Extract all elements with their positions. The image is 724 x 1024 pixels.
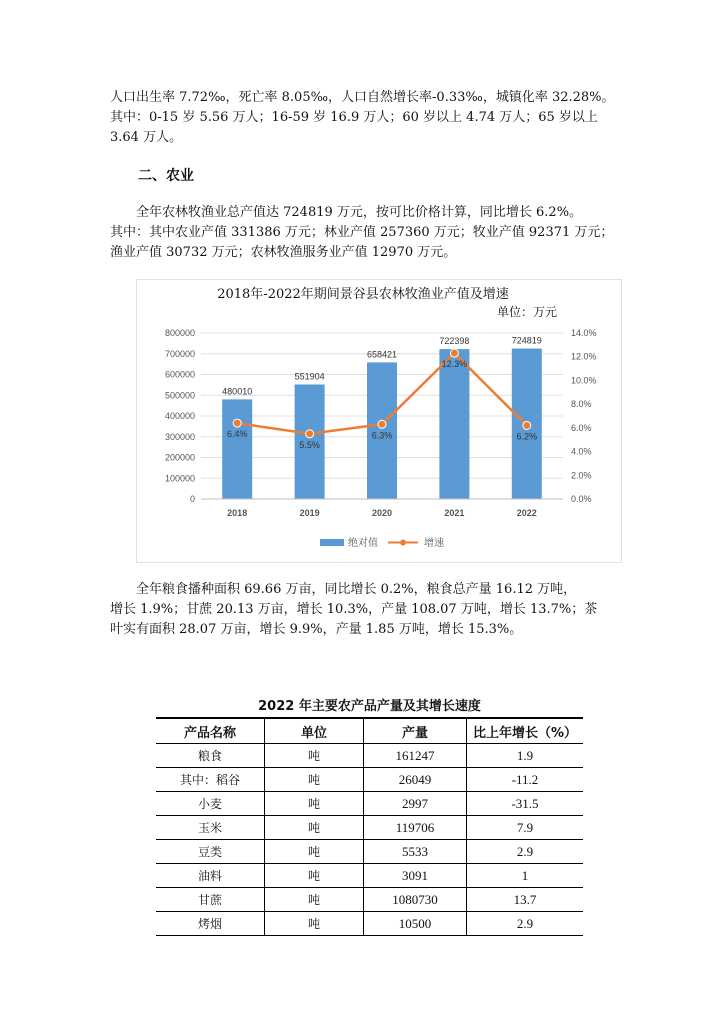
crops-paragraph <box>110 580 615 640</box>
growth-point <box>233 419 241 427</box>
x-tick-label: 2021 <box>444 508 465 518</box>
cell-product: 豆类 <box>156 840 265 864</box>
table-row <box>156 912 583 936</box>
header-growth: 比上年增长（%） <box>467 719 584 744</box>
bar-value-label: 724819 <box>511 335 542 346</box>
population-paragraph <box>110 88 615 148</box>
cell-unit: 吨 <box>265 864 364 888</box>
cell-unit: 吨 <box>265 816 364 840</box>
legend-bar-swatch <box>320 539 344 546</box>
cell-output: 2997 <box>364 792 467 816</box>
y-left-tick-label: 300000 <box>164 431 195 442</box>
cell-output: 26049 <box>364 768 467 792</box>
chart-svg <box>137 280 621 562</box>
x-tick-label: 2019 <box>299 508 320 518</box>
cell-output: 1080730 <box>364 888 467 912</box>
paragraph-line: 其中：0-15 岁 5.56 万人；16-59 岁 16.9 万人；60 岁以上 4.74 万人；65 岁以上 <box>110 110 598 125</box>
bar <box>222 399 252 499</box>
cell-unit: 吨 <box>265 744 364 768</box>
paragraph-line: 全年农林牧渔业总产值达 724819 万元，按可比价格计算，同比增长 6.2%。 <box>110 205 583 220</box>
cell-unit: 吨 <box>265 840 364 864</box>
growth-value-label: 6.4% <box>226 429 248 440</box>
table-row <box>156 816 583 840</box>
header-unit: 单位 <box>265 719 364 744</box>
cell-output: 3091 <box>364 864 467 888</box>
growth-value-label: 6.2% <box>516 431 538 442</box>
growth-value-label: 6.3% <box>371 430 393 441</box>
agriculture-paragraph <box>110 203 615 263</box>
cell-product: 玉米 <box>156 816 265 840</box>
cell-output: 161247 <box>364 744 467 768</box>
paragraph-line: 人口出生率 7.72‰，死亡率 8.05‰，人口自然增长率-0.33‰，城镇化率 32.28%。 <box>110 90 615 105</box>
y-left-tick-label: 200000 <box>164 452 195 463</box>
growth-point <box>523 421 531 429</box>
header-output: 产量 <box>364 719 467 744</box>
cell-product: 甘蔗 <box>156 888 265 912</box>
chart-unit-label: 单位：万元 <box>497 305 558 319</box>
cell-product: 小麦 <box>156 792 265 816</box>
output-chart <box>136 279 622 563</box>
chart-legend <box>320 536 444 549</box>
table-header-row <box>156 719 583 744</box>
cell-unit: 吨 <box>265 768 364 792</box>
cell-product: 烤烟 <box>156 912 265 936</box>
y-right-tick-label: 2.0% <box>571 470 592 481</box>
paragraph-line: 其中：其中农业产值 331386 万元；林业产值 257360 万元；牧业产值 92371 万元； <box>110 225 614 240</box>
crop-output-table <box>156 696 583 936</box>
cell-growth: 1 <box>467 864 584 888</box>
growth-value-label: 5.5% <box>299 439 320 450</box>
cell-output: 119706 <box>364 816 467 840</box>
legend-bar-label: 绝对值 <box>348 538 378 549</box>
y-right-tick-label: 8.0% <box>571 399 592 410</box>
cell-growth: 2.9 <box>467 912 584 936</box>
paragraph-line: 3.64 万人。 <box>110 130 183 145</box>
y-right-tick-label: 0.0% <box>571 494 592 504</box>
cell-growth: -31.5 <box>467 792 584 816</box>
section-heading: 二、农业 <box>138 168 194 184</box>
cell-output: 5533 <box>364 840 467 864</box>
growth-value-label: 12.3% <box>441 359 468 370</box>
growth-point <box>378 420 386 428</box>
cell-unit: 吨 <box>265 912 364 936</box>
y-left-tick-label: 800000 <box>164 328 195 338</box>
cell-growth: 1.9 <box>467 744 584 768</box>
paragraph-line: 渔业产值 30732 万元；农林牧渔服务业产值 12970 万元。 <box>110 245 457 260</box>
legend-line-marker <box>400 540 406 546</box>
table-title: 2022 年主要农产品产量及其增长速度 <box>156 696 583 718</box>
table-row <box>156 888 583 912</box>
bar-value-label: 722398 <box>439 336 470 347</box>
cell-product: 其中：稻谷 <box>156 768 265 792</box>
y-right-tick-label: 14.0% <box>571 328 597 338</box>
x-tick-label: 2018 <box>227 508 248 518</box>
cell-unit: 吨 <box>265 792 364 816</box>
bar-value-label: 551904 <box>294 371 325 382</box>
bar-value-label: 658421 <box>366 349 398 360</box>
table-row <box>156 840 583 864</box>
table-row <box>156 792 583 816</box>
y-left-tick-label: 0 <box>189 494 195 504</box>
cell-growth: 7.9 <box>467 816 584 840</box>
y-left-tick-label: 500000 <box>164 390 195 401</box>
growth-point <box>306 430 314 438</box>
table-row <box>156 864 583 888</box>
table-row <box>156 768 583 792</box>
paragraph-line: 叶实有面积 28.07 万亩，增长 9.9%，产量 1.85 万吨，增长 15.3%。 <box>110 622 523 637</box>
y-left-tick-label: 600000 <box>164 369 195 380</box>
table <box>156 718 583 936</box>
y-right-tick-label: 12.0% <box>571 351 597 362</box>
x-tick-label: 2020 <box>371 508 393 518</box>
bar-value-label: 480010 <box>222 386 253 397</box>
y-left-tick-label: 400000 <box>164 411 195 421</box>
y-left-tick-label: 100000 <box>164 473 195 484</box>
cell-growth: 13.7 <box>467 888 584 912</box>
paragraph-line: 增长 1.9%；甘蔗 20.13 万亩，增长 10.3%，产量 108.07 万吨，增长 13.7%；茶 <box>110 602 598 617</box>
cell-output: 10500 <box>364 912 467 936</box>
table-row <box>156 744 583 768</box>
cell-growth: 2.9 <box>467 840 584 864</box>
header-product: 产品名称 <box>156 719 265 744</box>
cell-growth: -11.2 <box>467 768 584 792</box>
y-right-tick-label: 10.0% <box>571 375 597 386</box>
cell-product: 油料 <box>156 864 265 888</box>
legend-line-label: 增速 <box>424 538 444 549</box>
cell-product: 粮食 <box>156 744 265 768</box>
x-tick-label: 2022 <box>516 508 537 518</box>
bar <box>439 349 469 499</box>
cell-unit: 吨 <box>265 888 364 912</box>
chart-title: 2018年-2022年期间景谷县农林牧渔业产值及增速 <box>217 287 509 302</box>
y-left-tick-label: 700000 <box>164 348 195 359</box>
growth-point <box>450 349 458 357</box>
paragraph-line: 全年粮食播种面积 69.66 万亩，同比增长 0.2%，粮食总产量 16.12 万吨， <box>110 582 577 597</box>
y-right-tick-label: 6.0% <box>571 422 592 433</box>
y-right-tick-label: 4.0% <box>571 446 592 457</box>
